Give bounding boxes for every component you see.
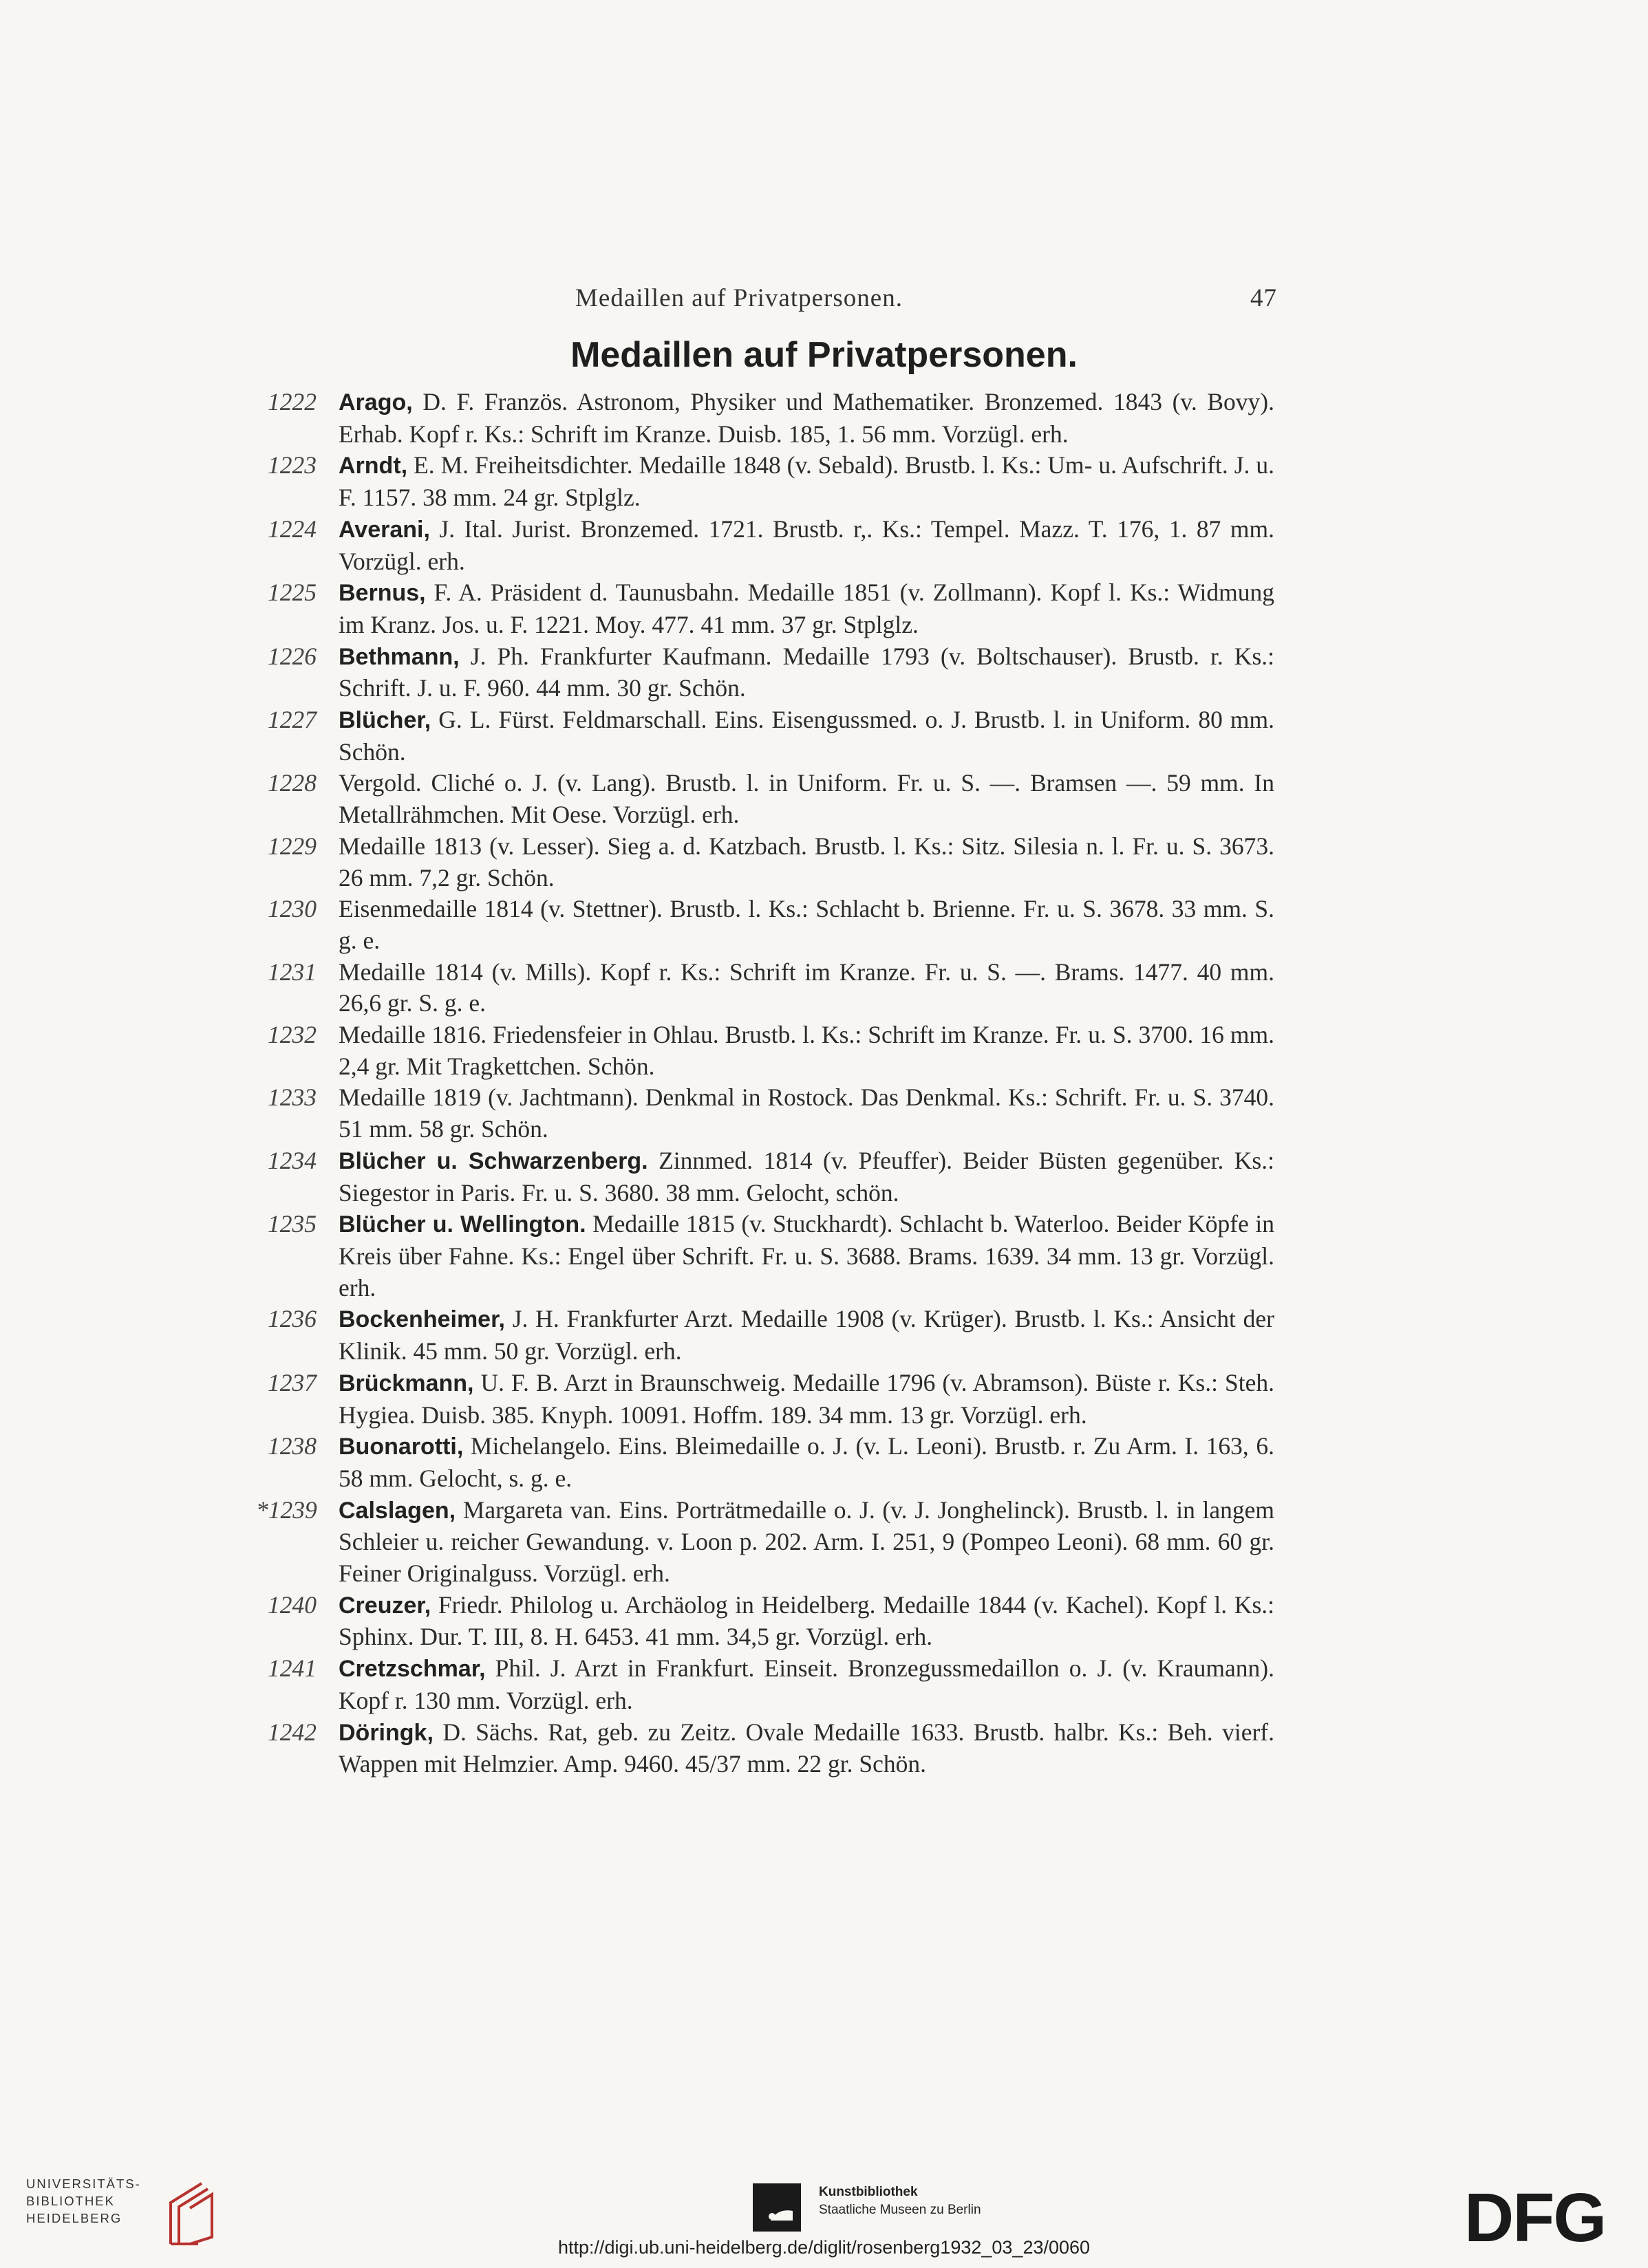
kunstbibliothek-emblem-icon: [751, 2182, 802, 2233]
entry-number: 1242: [268, 1718, 317, 1746]
entry-number: 1236: [268, 1305, 317, 1333]
entry-number: 1232: [268, 1021, 317, 1049]
entry-name: Buonarotti,: [339, 1434, 464, 1460]
footer: [0, 2160, 1648, 2268]
entry-number: 1224: [268, 515, 317, 543]
catalog-entry: [256, 1304, 1274, 1367]
entry-number: 1233: [268, 1083, 317, 1112]
entry-description: Vergold. Cliché o. J. (v. Lang). Brustb. l. in Uniform. Fr. u. S. —. Bramsen —. 59 mm. In Metallrähmchen. Mit Oese. Vorzügl. erh.: [339, 769, 1274, 829]
running-head: [575, 283, 1277, 318]
entry-description: U. F. B. Arzt in Braunschweig. Medaille 1796 (v. Abramson). Büste r. Ks.: Steh. Hygiea. Duisb. 385. Knyph. 10091. Hoffm. 189. 34 mm. 13 gr. Vorzügl. erh.: [339, 1368, 1274, 1429]
dfg-logo[interactable]: DFG: [1464, 2179, 1606, 2256]
kunstbibliothek-logo[interactable]: [751, 2177, 1027, 2238]
catalog-entry: [256, 1368, 1274, 1431]
catalog-entry: [256, 1590, 1274, 1653]
catalog-entry: [256, 1653, 1274, 1716]
document-url[interactable]: http://digi.ub.uni-heidelberg.de/diglit/rosenberg1932_03_23/0060: [557, 2237, 1091, 2258]
entry-description: Medaille 1814 (v. Mills). Kopf r. Ks.: Schrift im Kranze. Fr. u. S. —. Brams. 1477. 40 mm. 26,6 gr. S. g. e.: [339, 958, 1274, 1017]
entry-description: F. A. Präsident d. Taunusbahn. Medaille 1851 (v. Zollmann). Kopf l. Ks.: Widmung im Kranz. Jos. u. F. 1221. Moy. 477. 41 mm. 37 gr. Stplglz.: [339, 579, 1274, 638]
entry-name: Bernus,: [339, 580, 426, 607]
entry-description: Medaille 1819 (v. Jachtmann). Denkmal in Rostock. Das Denkmal. Ks.: Schrift. Fr. u. S. 3740. 51 mm. 58 gr. Schön.: [339, 1083, 1274, 1143]
entry-description: J. Ital. Jurist. Bronzemed. 1721. Brustb. r,. Ks.: Tempel. Mazz. T. 176, 1. 87 mm. Vorzügl. erh.: [339, 515, 1274, 575]
catalog-list: [256, 387, 1274, 1780]
entry-name: Döringk,: [339, 1719, 434, 1746]
entry-number: 1225: [268, 579, 317, 607]
entry-description: Eisenmedaille 1814 (v. Stettner). Brustb. l. Ks.: Schlacht b. Brienne. Fr. u. S. 3678. 33 mm. S. g. e.: [339, 895, 1274, 954]
running-title: Medaillen auf Privatpersonen.: [575, 284, 903, 312]
catalog-entry: [256, 1082, 1274, 1145]
entry-number: 1241: [268, 1654, 317, 1683]
entry-name: Arago,: [339, 389, 413, 415]
catalog-entry: [256, 1431, 1274, 1494]
entry-number: 1223: [268, 451, 317, 479]
university-logo-line: HEIDELBERG: [26, 2211, 122, 2225]
entry-number: *1239: [256, 1495, 317, 1524]
entry-description: J. Ph. Frankfurter Kaufmann. Medaille 1793 (v. Boltschauser). Brustb. r. Ks.: Schrift. J. u. F. 960. 44 mm. 30 gr. Schön.: [339, 642, 1274, 702]
catalog-entry: [256, 1495, 1274, 1590]
catalog-entry: [256, 831, 1274, 894]
entry-name: Averani,: [339, 516, 430, 543]
catalog-entry: [256, 450, 1274, 513]
catalog-entry: [256, 768, 1274, 830]
page-number: 47: [1250, 284, 1277, 312]
catalog-entry: [256, 387, 1274, 450]
entry-description: Phil. J. Arzt in Frankfurt. Einseit. Bronzegussmedaillon o. J. (v. Kraumann). Kopf r. 130 mm. Vorzügl. erh.: [339, 1654, 1274, 1714]
entry-number: 1226: [268, 642, 317, 670]
entry-description: D. F. Französ. Astronom, Physiker und Mathematiker. Bronzemed. 1843 (v. Bovy). Erhab. Kopf r. Ks.: Schrift im Kranze. Duisb. 185, 1. 56 mm. Vorzügl. erh.: [339, 388, 1274, 448]
entry-number: 1234: [268, 1146, 317, 1174]
entry-description: Medaille 1816. Friedensfeier in Ohlau. Brustb. l. Ks.: Schrift im Kranze. Fr. u. S. 3700. 16 mm. 2,4 gr. Mit Tragkettchen. Schön.: [339, 1021, 1274, 1080]
entry-number: 1237: [268, 1368, 317, 1396]
catalog-entry: [256, 1717, 1274, 1780]
catalog-entry: [256, 577, 1274, 640]
catalog-entry: [256, 1145, 1274, 1209]
entry-description: D. Sächs. Rat, geb. zu Zeitz. Ovale Medaille 1633. Brustb. halbr. Ks.: Beh. vierf. Wappen mit Helmzier. Amp. 9460. 45/37 mm. 22 gr. Schön.: [339, 1718, 1274, 1778]
entry-number: 1240: [268, 1590, 317, 1619]
entry-name: Calslagen,: [339, 1497, 456, 1524]
catalog-entry: [256, 514, 1274, 577]
kunstbibliothek-name: Kunstbibliothek: [819, 2185, 918, 2199]
entry-name: Brückmann,: [339, 1370, 474, 1396]
entry-number: 1235: [268, 1210, 317, 1238]
catalog-entry: [256, 1209, 1274, 1304]
entry-number: 1222: [268, 388, 317, 415]
entry-number: 1231: [268, 958, 317, 986]
entry-name: Creuzer,: [339, 1592, 431, 1619]
entry-description: Friedr. Philolog u. Archäolog in Heidelberg. Medaille 1844 (v. Kachel). Kopf l. Ks.: Sphinx. Dur. T. III, 8. H. 6453. 41 mm. 34,5 gr. Vorzügl. erh.: [339, 1590, 1274, 1651]
entry-description: Zinnmed. 1814 (v. Pfeuffer). Beider Büsten gegenüber. Ks.: Siegestor in Paris. Fr. u. S. 3680. 38 mm. Gelocht, schön.: [339, 1146, 1274, 1207]
entry-name: Bethmann,: [339, 643, 460, 670]
catalog-entry: [256, 704, 1274, 768]
entry-number: 1227: [268, 706, 317, 734]
page-title: Medaillen auf Privatpersonen.: [570, 335, 1078, 375]
entry-number: 1229: [268, 832, 317, 860]
entry-name: Blücher u. Schwarzenberg.: [339, 1147, 648, 1174]
entry-description: Margareta van. Eins. Porträtmedaille o. J. (v. J. Jonghelinck). Brustb. l. in langem Schleier u. reicher Gewandung. v. Loon p. 202. Arm. I. 251, 9 (Pompeo Leoni). 68 mm. 60 gr. Feiner Originalguss. Vorzügl. erh.: [339, 1495, 1274, 1588]
entry-name: Bockenheimer,: [339, 1306, 505, 1333]
catalog-entry: [256, 894, 1274, 956]
entry-name: Arndt,: [339, 453, 408, 479]
catalog-entry: [256, 957, 1274, 1019]
entry-description: E. M. Freiheitsdichter. Medaille 1848 (v. Sebald). Brustb. l. Ks.: Um- u. Aufschrift. J. u. F. 1157. 38 mm. 24 gr. Stplglz.: [339, 451, 1274, 512]
entry-description: Medaille 1813 (v. Lesser). Sieg a. d. Katzbach. Brustb. l. Ks.: Sitz. Silesia n. l. Fr. u. S. 3673. 26 mm. 7,2 gr. Schön.: [339, 832, 1274, 892]
entry-number: 1230: [268, 895, 317, 923]
entry-number: 1238: [268, 1432, 317, 1460]
catalog-entry: [256, 1019, 1274, 1082]
entry-name: Blücher,: [339, 707, 431, 734]
entry-description: Medaille 1815 (v. Stuckhardt). Schlacht b. Waterloo. Beider Köpfe in Kreis über Fahne. Ks.: Engel über Schrift. Fr. u. S. 3688. Brams. 1639. 34 mm. 13 gr. Vorzügl. erh.: [339, 1210, 1274, 1302]
entry-description: Michelangelo. Eins. Bleimedaille o. J. (v. L. Leoni). Brustb. r. Zu Arm. I. 163, 6. 58 mm. Gelocht, s. g. e.: [339, 1432, 1274, 1492]
entry-description: J. H. Frankfurter Arzt. Medaille 1908 (v. Krüger). Brustb. l. Ks.: Ansicht der Klinik. 45 mm. 50 gr. Vorzügl. erh.: [339, 1305, 1274, 1365]
entry-number: 1228: [268, 769, 317, 797]
entry-name: Cretzschmar,: [339, 1656, 486, 1683]
entry-description: G. L. Fürst. Feldmarschall. Eins. Eisengussmed. o. J. Brustb. l. in Uniform. 80 mm. Schön.: [339, 706, 1274, 766]
entry-name: Blücher u. Wellington.: [339, 1211, 586, 1238]
kunstbibliothek-subtitle: Staatliche Museen zu Berlin: [819, 2203, 981, 2217]
university-logo-line: BIBLIOTHEK: [26, 2194, 115, 2208]
catalog-entry: [256, 641, 1274, 704]
university-logo-line: UNIVERSITÄTS-: [26, 2177, 141, 2191]
